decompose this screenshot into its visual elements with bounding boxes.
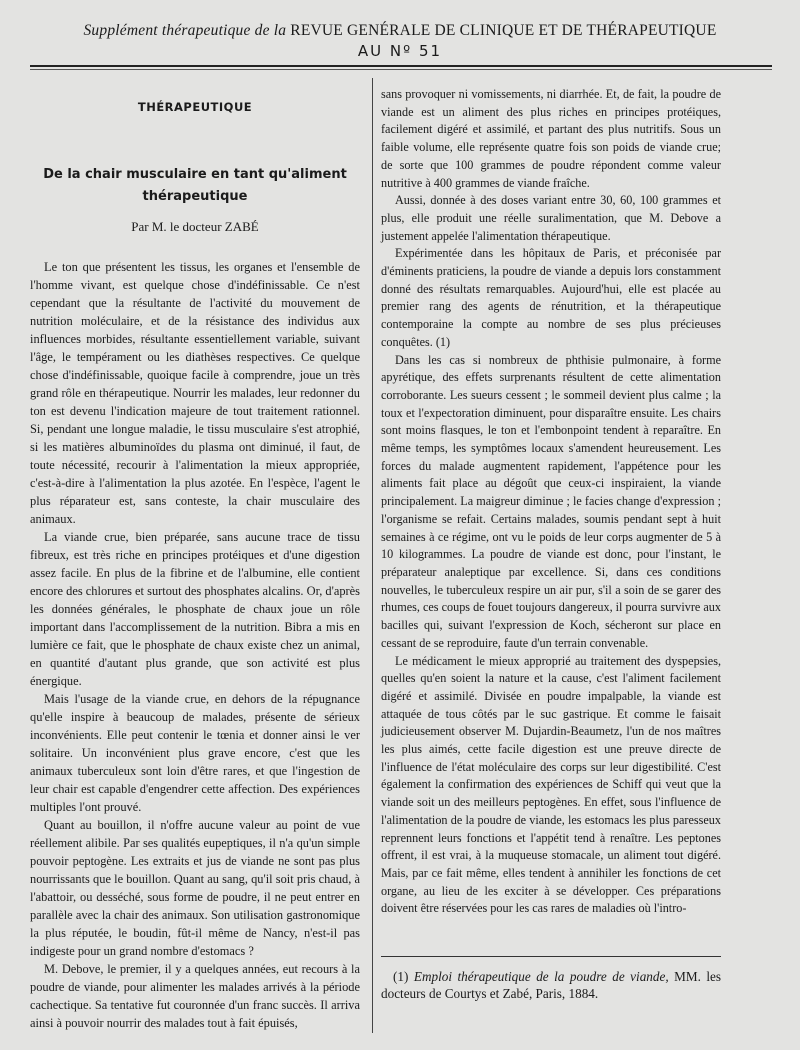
paragraph: Expérimentée dans les hôpitaux de Paris, et préconisée par d'éminents praticiens, la poudre de viande a depuis lors constamment donné des résultats remarquables. Aujourd'hui, elle est placée au premier rang des agents de rénutrition, et la thérapeutique contemporaine la compte au nombre de ses plus précieuses conquêtes. (1): [381, 246, 721, 349]
paragraph: sans provoquer ni vomissements, ni diarrhée. Et, de fait, la poudre de viande est un aliment des plus riches en principes protéiques, facilement digéré et assimilé, et partant des plus nutritifs. Sous un faible volume, elle représente quatre fois son poids de viande crue; de sorte que 100 grammes de poudre répondent comme valeur nutritive à 400 grammes de viande fraîche.: [381, 87, 721, 190]
column-divider: [372, 78, 373, 1033]
right-column: [381, 86, 721, 918]
footnote-rule: [381, 956, 721, 957]
paragraph: Aussi, donnée à des doses variant entre 30, 60, 100 grammes et plus, elle produit une réelle suralimentation, que M. Debove a justement appelée l'alimentation thérapeutique.: [381, 193, 721, 243]
header-rule-thin: [30, 69, 772, 70]
paragraph: Quant au bouillon, il n'offre aucune valeur au point de vue réellement alibile. Par ses qualités eupeptiques, il n'a qu'un simple pouvoir peptogène. Les extraits et jus de viande ne sont pas plus nourrissants que le bouillon. Quant au sang, qu'il soit pris chaud, à l'abattoir, ou desséché, sous forme de poudre, il ne peut entrer en parallèle avec la chair des animaux. Son utilisation gastronomique la plus réputée, le boudin, fût-il même de Nancy, n'est-il pas indigeste pour un grand nombre d'estomacs ?: [30, 818, 360, 958]
article-title: De la chair musculaire en tant qu'aliment thérapeutique: [43, 167, 347, 204]
footnote-title: Emploi thérapeutique de la poudre de viande,: [413, 969, 669, 984]
supplement-label: Supplément thérapeutique de la: [83, 22, 287, 39]
footnote-marker: (1): [393, 969, 409, 984]
left-column: [30, 86, 360, 1032]
footnote: [381, 968, 721, 1002]
section-heading: THÉRAPEUTIQUE: [137, 100, 253, 114]
paragraph: Mais l'usage de la viande crue, en dehors de la répugnance qu'elle inspire à beaucoup de malades, présente de sérieux inconvénients. Elle peut contenir le tœnia et donner ainsi le ver solitaire. Un inconvénient plus grave encore, c'est que les animaux tuberculeux sont loin d'être rares, et que l'ingestion de leur chair est capable d'engendrer cette affection. Des expériences multiples l'ont prouvé.: [30, 692, 360, 814]
paragraph: La viande crue, bien préparée, sans aucune trace de tissu fibreux, est très riche en principes protéiques et d'une digestion assez facile. En plus de la fibrine et de l'albumine, elle contient encore des chlorures et surtout des phosphates alcalins. Or, d'après les données générales, le phosphate de chaux joue un rôle important dans l'accomplissement de la nutrition. Bibra a mis en lumière ce fait, que le phosphate de chaux existe chez un animal, en quantité d'autant plus grande, que son activité est plus énergique.: [30, 530, 360, 688]
paragraph: Le ton que présentent les tissus, les organes et l'ensemble de l'homme vivant, est quelque chose d'indéfinissable. Ce n'est cependant que la résultante de l'activité du mouvement de nutrition moléculaire, et de la résistance des individus aux influences morbides, résultante essentiellement variable, suivant l'âge, le tempérament ou les diathèses respectives. Ce quelque chose d'indéfinissable, quoique facile à comprendre, joue un très grand rôle en thérapeutique. Nourrir les malades, leur redonner du ton est devenu l'indication majeure de tout traitement rationnel. Si, pendant une longue maladie, le tissu musculaire s'est atrophié, si les matières albuminoïdes du plasma ont diminué, il faut, de toute nécessité, recourir à l'alimentation la mieux appropriée, c'est-à-dire à l'alimentation la plus azotée. En l'espèce, l'agent le plus réparateur est, sans conteste, la chair musculaire des animaux.: [30, 260, 360, 526]
paragraph: Dans les cas si nombreux de phthisie pulmonaire, à forme apyrétique, des effets surprenants résultent de cette alimentation corroborante. Les sueurs cessent ; le sommeil devient plus calme ; la toux et l'expectoration diminuent, pour disparaître ensuite. Les chairs sont moins flasques, le ton et l'embonpoint tendent à reparaître. En même temps, les symptômes locaux s'amendent heureusement. Les forces du malade augmentent rapidement, l'appétence pour les aliments fait place au dégoût que ceux-ci inspiraient, la viande principalement. La maigreur diminue ; le facies change d'expression ; l'organisme se refait. Certains malades, soumis pendant sept à huit semaines à ce régime, ont vu le poids de leur corps augmenter de 5 à 10 kilogrammes. La poudre de viande est donc, pour l'instant, le préparateur analeptique par excellence. Si, dans ces conditions nouvelles, le tuberculeux respire un air pur, s'il a soin de se garer des rhumes, ces coups de fouet toujours dangereux, il pourra survivre aux bacilles qui, suivant l'expression de Koch, sécheront sur place en cessant de se reproduire, faute d'un terrain convenable.: [381, 352, 721, 650]
issue-number: AU Nº 51: [357, 42, 443, 60]
header-rule: [30, 65, 772, 67]
paragraph: M. Debove, le premier, il y a quelques années, eut recours à la poudre de viande, pour alimenter les malades arrivés à la période cachectique. Sa tentative fut couronnée d'un franc succès. Il arriva ainsi à pouvoir nourrir des malades tout à fait épuisés,: [30, 962, 360, 1030]
footnote-citation: MM. les docteurs de Courtys et Zabé, Paris, 1884.: [381, 969, 722, 1001]
journal-title: REVUE GENÉRALE DE CLINIQUE ET DE THÉRAPEUTIQUE: [290, 22, 717, 39]
paragraph: Le médicament le mieux approprié au traitement des dyspepsies, quelles qu'en soient la nature et la cause, c'est l'aliment facilement digéré et assimilé. Divisée en poudre impalpable, la viande est attaquée de tous côtés par le suc gastrique. Et comme le faisait judicieusement observer M. Dujardin-Beaumetz, l'un de nos maîtres les plus aimés, cette facile digestion est une preuve directe de l'influence de l'état moléculaire des corps sur leur digestibilité. C'est également la confirmation des expériences de Schiff qui veut que la viande soit un des meilleurs peptogènes. En effet, sous l'influence de l'alimentation de la poudre de viande, les estomacs les plus paresseux reprennent leurs fonctions et l'appétit tend à renaître. Les peptones offrent, il est vrai, à la muqueuse stomacale, un aliment tout digéré. Mais, par ce fait même, elles tendent à annihiler les fonctions de cet organe, au lieu de les exciter à se développer. Ces préparations doivent être réservées pour les cas rares de maladies où l'intro-: [381, 653, 721, 916]
article-byline: Par M. le docteur ZABÉ: [131, 219, 259, 234]
running-header: [20, 22, 780, 40]
